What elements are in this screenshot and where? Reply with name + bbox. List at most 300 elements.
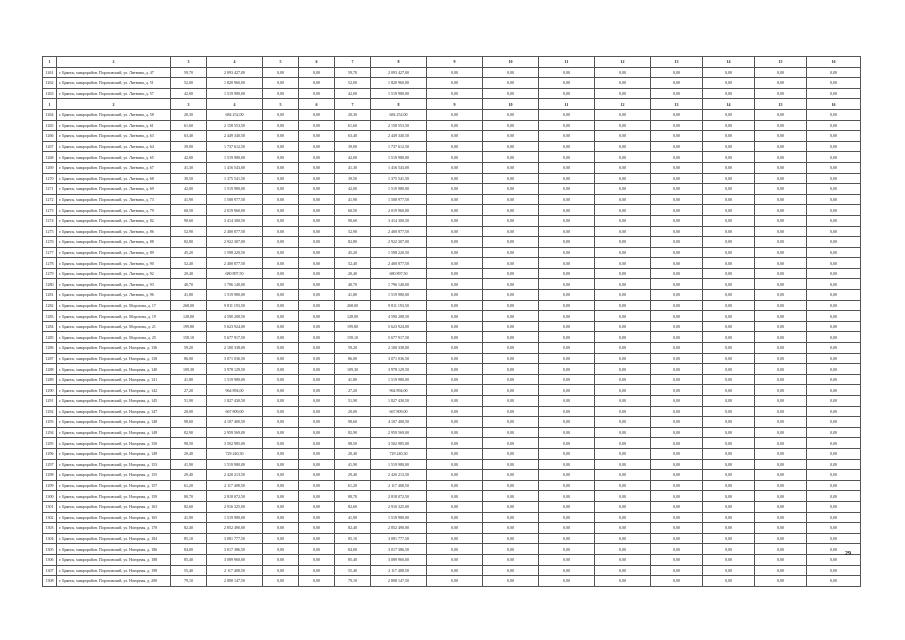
value-cell: 0,00	[299, 67, 335, 78]
value-cell: 0,00	[595, 321, 651, 332]
value-cell: 0,00	[807, 279, 861, 290]
value-cell: 0,00	[703, 300, 755, 311]
value-cell: 0,00	[703, 353, 755, 364]
value-cell: 0,00	[539, 258, 595, 269]
row-number-cell: 1285	[43, 332, 57, 343]
value-cell: 2 117 408,50	[371, 480, 427, 491]
value-cell: 0,00	[483, 226, 539, 237]
value-cell: 0,00	[427, 258, 483, 269]
value-cell: 1 519 980,00	[207, 184, 263, 195]
table-row	[43, 141, 861, 152]
value-cell: 0,00	[483, 480, 539, 491]
value-cell: 0,00	[539, 120, 595, 131]
value-cell: 98,60	[171, 417, 207, 428]
value-cell: 0,00	[539, 459, 595, 470]
value-cell: 158,10	[335, 332, 371, 343]
value-cell: 0,00	[539, 131, 595, 142]
row-number-cell: 1301	[43, 501, 57, 512]
column-header-cell: 4	[207, 57, 263, 68]
value-cell: 0,00	[539, 194, 595, 205]
value-cell: 0,00	[703, 544, 755, 555]
value-cell: 41,90	[335, 512, 371, 523]
value-cell: 80,70	[171, 491, 207, 502]
value-cell: 0,00	[703, 162, 755, 173]
value-cell: 0,00	[483, 364, 539, 375]
value-cell: 0,00	[539, 67, 595, 78]
value-cell: 0,00	[755, 544, 807, 555]
value-cell: 0,00	[755, 480, 807, 491]
value-cell: 0,00	[483, 268, 539, 279]
value-cell: 0,00	[483, 533, 539, 544]
value-cell: 0,00	[427, 364, 483, 375]
value-cell: 0,00	[651, 321, 703, 332]
value-cell: 82,60	[335, 501, 371, 512]
table-row	[43, 438, 861, 449]
value-cell: 128,00	[335, 311, 371, 322]
value-cell: 0,00	[755, 321, 807, 332]
value-cell: 0,00	[595, 501, 651, 512]
table-row	[43, 554, 861, 565]
table-row	[43, 343, 861, 354]
value-cell: 0,00	[427, 120, 483, 131]
address-cell: г. Брянск, микрорайон. Пороховский, ул. Литвина, д. 92	[57, 268, 171, 279]
value-cell: 0,00	[539, 290, 595, 301]
value-cell: 0,00	[703, 576, 755, 587]
row-number-cell: 1266	[43, 131, 57, 142]
value-cell: 2 922 307,00	[371, 237, 427, 248]
value-cell: 84,00	[335, 544, 371, 555]
value-cell: 1 737 612,50	[371, 141, 427, 152]
value-cell: 0,00	[263, 533, 299, 544]
value-cell: 0,00	[263, 131, 299, 142]
value-cell: 0,00	[651, 364, 703, 375]
value-cell: 0,00	[427, 448, 483, 459]
value-cell: 0,00	[807, 162, 861, 173]
value-cell: 0,00	[755, 406, 807, 417]
value-cell: 0,00	[263, 470, 299, 481]
value-cell: 0,00	[595, 554, 651, 565]
table-row	[43, 480, 861, 491]
value-cell: 0,00	[595, 215, 651, 226]
value-cell: 0,00	[595, 88, 651, 99]
value-cell: 0,00	[755, 311, 807, 322]
value-cell: 0,00	[651, 501, 703, 512]
value-cell: 98,50	[171, 438, 207, 449]
value-cell: 0,00	[427, 268, 483, 279]
value-cell: 0,00	[539, 501, 595, 512]
value-cell: 0,00	[539, 554, 595, 565]
value-cell: 0,00	[427, 523, 483, 534]
value-cell: 0,00	[703, 78, 755, 89]
value-cell: 0,00	[263, 194, 299, 205]
value-cell: 0,00	[427, 184, 483, 195]
value-cell: 41,80	[335, 290, 371, 301]
row-number-cell: 1271	[43, 184, 57, 195]
value-cell: 0,00	[755, 226, 807, 237]
value-cell: 42,00	[335, 152, 371, 163]
value-cell: 59,20	[171, 343, 207, 354]
value-cell: 0,00	[651, 554, 703, 565]
value-cell: 0,00	[703, 512, 755, 523]
value-cell: 0,00	[755, 215, 807, 226]
value-cell: 0,00	[539, 109, 595, 120]
value-cell: 0,00	[299, 343, 335, 354]
value-cell: 0,00	[651, 120, 703, 131]
value-cell: 0,00	[427, 343, 483, 354]
column-header-cell: 5	[263, 57, 299, 68]
value-cell: 0,00	[595, 576, 651, 587]
value-cell: 0,00	[755, 67, 807, 78]
value-cell: 0,00	[703, 523, 755, 534]
column-header-cell: 9	[427, 99, 483, 110]
value-cell: 0,00	[539, 279, 595, 290]
value-cell: 199,80	[171, 321, 207, 332]
value-cell: 42,00	[171, 184, 207, 195]
value-cell: 0,00	[595, 67, 651, 78]
value-cell: 0,00	[483, 290, 539, 301]
value-cell: 0,00	[263, 237, 299, 248]
value-cell: 0,00	[299, 300, 335, 311]
value-cell: 0,00	[483, 162, 539, 173]
value-cell: 0,00	[807, 470, 861, 481]
row-number-cell: 1267	[43, 141, 57, 152]
value-cell: 5 623 924,00	[207, 321, 263, 332]
row-number-cell: 1300	[43, 491, 57, 502]
value-cell: 0,00	[755, 141, 807, 152]
value-cell: 0,00	[539, 311, 595, 322]
value-cell: 1 519 980,00	[207, 374, 263, 385]
value-cell: 0,00	[807, 290, 861, 301]
value-cell: 0,00	[299, 385, 335, 396]
value-cell: 0,00	[263, 374, 299, 385]
value-cell: 1 519 980,00	[207, 290, 263, 301]
table-row	[43, 311, 861, 322]
value-cell: 0,00	[427, 237, 483, 248]
value-cell: 0,00	[595, 353, 651, 364]
value-cell: 0,00	[807, 78, 861, 89]
value-cell: 0,00	[651, 480, 703, 491]
value-cell: 0,00	[299, 459, 335, 470]
value-cell: 0,00	[427, 152, 483, 163]
value-cell: 1 519 980,00	[207, 512, 263, 523]
address-cell: г. Брянск, микрорайон. Пороховский, ул. Нагорная, д. 159	[57, 491, 171, 502]
table-row	[43, 109, 861, 120]
value-cell: 2 100 338,00	[207, 343, 263, 354]
value-cell: 0,00	[807, 544, 861, 555]
address-cell: г. Брянск, микрорайон. Пороховский, ул. Нагорная, д. 186	[57, 544, 171, 555]
address-cell: г. Брянск, микрорайон. Пороховский, ул. Нагорная, д. 141	[57, 374, 171, 385]
value-cell: 0,00	[595, 205, 651, 216]
value-cell: 0,00	[483, 78, 539, 89]
value-cell: 0,00	[299, 247, 335, 258]
value-cell: 0,00	[703, 67, 755, 78]
value-cell: 0,00	[703, 141, 755, 152]
address-cell: г. Брянск, микрорайон. Пороховский, ул. Нагорная, д. 184	[57, 533, 171, 544]
value-cell: 0,00	[263, 523, 299, 534]
column-header-cell: 5	[263, 99, 299, 110]
value-cell: 2 916 325,00	[371, 501, 427, 512]
value-cell: 2 852 490,00	[371, 523, 427, 534]
value-cell: 0,00	[755, 268, 807, 279]
value-cell: 0,00	[263, 491, 299, 502]
value-cell: 0,00	[595, 533, 651, 544]
address-cell: г. Брянск, микрорайон. Пороховский, ул. Нагорная, д. 138	[57, 353, 171, 364]
value-cell: 0,00	[539, 353, 595, 364]
row-number-cell: 1302	[43, 512, 57, 523]
column-header-cell: 8	[371, 99, 427, 110]
table-row	[43, 120, 861, 131]
value-cell: 0,00	[263, 448, 299, 459]
value-cell: 20,40	[171, 448, 207, 459]
value-cell: 0,00	[651, 332, 703, 343]
value-cell: 0,00	[651, 459, 703, 470]
value-cell: 0,00	[651, 268, 703, 279]
value-cell: 0,00	[427, 215, 483, 226]
value-cell: 85,40	[335, 554, 371, 565]
value-cell: 0,00	[539, 300, 595, 311]
value-cell: 0,00	[755, 353, 807, 364]
table-row	[43, 184, 861, 195]
value-cell: 0,00	[263, 120, 299, 131]
value-cell: 51,90	[335, 396, 371, 407]
value-cell: 0,00	[807, 173, 861, 184]
value-cell: 0,00	[427, 406, 483, 417]
value-cell: 1 519 980,00	[371, 290, 427, 301]
value-cell: 0,00	[427, 554, 483, 565]
value-cell: 0,00	[595, 438, 651, 449]
value-cell: 4 590 208,50	[371, 311, 427, 322]
value-cell: 0,00	[703, 237, 755, 248]
value-cell: 2 100 338,00	[371, 343, 427, 354]
value-cell: 0,00	[807, 332, 861, 343]
value-cell: 0,00	[755, 162, 807, 173]
value-cell: 2 818 072,50	[371, 491, 427, 502]
value-cell: 1 519 980,00	[371, 512, 427, 523]
value-cell: 0,00	[703, 131, 755, 142]
value-cell: 0,00	[651, 237, 703, 248]
value-cell: 0,00	[807, 311, 861, 322]
value-cell: 0,00	[651, 427, 703, 438]
value-cell: 3 978 129,50	[371, 364, 427, 375]
value-cell: 0,00	[539, 343, 595, 354]
value-cell: 63,40	[171, 131, 207, 142]
value-cell: 82,80	[335, 237, 371, 248]
table-row	[43, 353, 861, 364]
value-cell: 39,50	[171, 173, 207, 184]
value-cell: 0,00	[807, 438, 861, 449]
value-cell: 0,00	[807, 120, 861, 131]
value-cell: 0,00	[483, 512, 539, 523]
value-cell: 0,00	[539, 523, 595, 534]
value-cell: 0,00	[755, 205, 807, 216]
value-cell: 0,00	[299, 512, 335, 523]
value-cell: 20,40	[335, 268, 371, 279]
value-cell: 29,40	[335, 470, 371, 481]
value-cell: 0,00	[703, 258, 755, 269]
value-cell: 61,20	[171, 480, 207, 491]
value-cell: 0,00	[595, 194, 651, 205]
value-cell: 3 414 300,50	[371, 215, 427, 226]
value-cell: 0,00	[263, 88, 299, 99]
value-cell: 0,00	[703, 565, 755, 576]
value-cell: 61,20	[335, 480, 371, 491]
value-cell: 0,00	[651, 173, 703, 184]
value-cell: 0,00	[651, 576, 703, 587]
value-cell: 0,00	[703, 120, 755, 131]
value-cell: 0,00	[703, 332, 755, 343]
value-cell: 0,00	[703, 247, 755, 258]
value-cell: 0,00	[263, 67, 299, 78]
value-cell: 80,70	[335, 491, 371, 502]
address-cell: г. Брянск, микрорайон. Пороховский, ул. Морозова, д. 19	[57, 311, 171, 322]
table-row	[43, 268, 861, 279]
value-cell: 0,00	[299, 533, 335, 544]
column-header-cell: 3	[171, 57, 207, 68]
value-cell: 0,00	[299, 554, 335, 565]
value-cell: 0,00	[703, 290, 755, 301]
row-number-cell: 1291	[43, 396, 57, 407]
value-cell: 82,90	[171, 427, 207, 438]
value-cell: 0,00	[807, 215, 861, 226]
value-cell: 0,00	[299, 215, 335, 226]
value-cell: 0,00	[299, 279, 335, 290]
value-cell: 86,00	[335, 353, 371, 364]
value-cell: 0,00	[483, 406, 539, 417]
row-number-cell: 1307	[43, 565, 57, 576]
value-cell: 0,00	[595, 162, 651, 173]
address-cell: г. Брянск, микрорайон. Пороховский, ул. Нагорная, д. 149	[57, 448, 171, 459]
value-cell: 1 416 543,00	[207, 162, 263, 173]
value-cell: 0,00	[755, 385, 807, 396]
value-cell: 0,00	[427, 78, 483, 89]
value-cell: 0,00	[755, 533, 807, 544]
value-cell: 0,00	[703, 321, 755, 332]
table-row	[43, 512, 861, 523]
table-row	[43, 459, 861, 470]
value-cell: 0,00	[299, 162, 335, 173]
value-cell: 0,00	[807, 258, 861, 269]
value-cell: 82,80	[171, 237, 207, 248]
value-cell: 2 808 147,50	[371, 576, 427, 587]
value-cell: 0,00	[427, 544, 483, 555]
value-cell: 0,00	[427, 427, 483, 438]
value-cell: 0,00	[299, 374, 335, 385]
value-cell: 0,00	[755, 184, 807, 195]
column-header-cell: 9	[427, 57, 483, 68]
value-cell: 20,40	[335, 448, 371, 459]
column-header-cell: 12	[595, 57, 651, 68]
row-number-cell: 1304	[43, 533, 57, 544]
column-header-cell: 12	[595, 99, 651, 110]
value-cell: 1 827 430,50	[207, 396, 263, 407]
value-cell: 0,00	[427, 417, 483, 428]
value-cell: 0,00	[427, 332, 483, 343]
value-cell: 0,00	[299, 205, 335, 216]
row-number-cell: 1282	[43, 300, 57, 311]
value-cell: 0,00	[703, 343, 755, 354]
value-cell: 0,00	[807, 396, 861, 407]
column-header-cell: 14	[703, 57, 755, 68]
value-cell: 667 809,00	[207, 406, 263, 417]
value-cell: 0,00	[299, 226, 335, 237]
value-cell: 0,00	[651, 565, 703, 576]
value-cell: 0,00	[595, 470, 651, 481]
value-cell: 0,00	[483, 332, 539, 343]
value-cell: 0,00	[539, 417, 595, 428]
row-number-cell: 1299	[43, 480, 57, 491]
value-cell: 0,00	[263, 332, 299, 343]
value-cell: 0,00	[595, 364, 651, 375]
column-header-cell: 6	[299, 99, 335, 110]
data-table	[42, 56, 861, 587]
value-cell: 684 252,00	[371, 109, 427, 120]
value-cell: 0,00	[299, 131, 335, 142]
value-cell: 0,00	[299, 258, 335, 269]
value-cell: 0,00	[427, 226, 483, 237]
address-cell: г. Брянск, микрорайон. Пороховский, ул. Литвина, д. 79	[57, 205, 171, 216]
value-cell: 1 508 977,50	[371, 194, 427, 205]
value-cell: 5 677 917,50	[371, 332, 427, 343]
value-cell: 0,00	[483, 470, 539, 481]
value-cell: 0,00	[263, 226, 299, 237]
value-cell: 0,00	[703, 109, 755, 120]
value-cell: 0,00	[703, 205, 755, 216]
value-cell: 0,00	[755, 364, 807, 375]
value-cell: 0,00	[427, 501, 483, 512]
value-cell: 0,00	[483, 184, 539, 195]
value-cell: 0,00	[703, 491, 755, 502]
value-cell: 0,00	[483, 258, 539, 269]
address-cell: г. Брянск, микрорайон. Пороховский, ул. Литвина, д. 89	[57, 247, 171, 258]
value-cell: 0,00	[755, 470, 807, 481]
address-cell: г. Брянск, микрорайон. Пороховский, ул. Литвина, д. 96	[57, 290, 171, 301]
value-cell: 0,00	[755, 131, 807, 142]
value-cell: 964 894,00	[371, 385, 427, 396]
value-cell: 0,00	[703, 385, 755, 396]
value-cell: 0,00	[651, 215, 703, 226]
value-cell: 0,00	[595, 226, 651, 237]
value-cell: 1 796 140,00	[371, 279, 427, 290]
value-cell: 61,60	[171, 120, 207, 131]
value-cell: 0,00	[483, 523, 539, 534]
value-cell: 0,00	[299, 438, 335, 449]
value-cell: 0,00	[807, 141, 861, 152]
value-cell: 0,00	[807, 226, 861, 237]
address-cell: г. Брянск, микрорайон. Пороховский, ул. Нагорная, д. 170	[57, 523, 171, 534]
value-cell: 2 400 877,50	[371, 258, 427, 269]
value-cell: 0,00	[539, 491, 595, 502]
address-cell: г. Брянск, микрорайон. Пороховский, ул. Литвина, д. 47	[57, 67, 171, 78]
row-number-cell: 1287	[43, 353, 57, 364]
value-cell: 0,00	[483, 576, 539, 587]
value-cell: 1 416 543,00	[371, 162, 427, 173]
value-cell: 0,00	[539, 533, 595, 544]
table-row	[43, 279, 861, 290]
value-cell: 0,00	[263, 109, 299, 120]
value-cell: 0,00	[299, 501, 335, 512]
value-cell: 52,90	[335, 226, 371, 237]
value-cell: 0,00	[539, 396, 595, 407]
value-cell: 680 897,50	[207, 268, 263, 279]
value-cell: 42,00	[335, 88, 371, 99]
value-cell: 0,00	[263, 544, 299, 555]
value-cell: 0,00	[595, 173, 651, 184]
value-cell: 0,00	[755, 576, 807, 587]
value-cell: 1 820 960,00	[371, 78, 427, 89]
column-header-cell: 1	[43, 57, 57, 68]
value-cell: 61,60	[335, 120, 371, 131]
value-cell: 0,00	[703, 215, 755, 226]
